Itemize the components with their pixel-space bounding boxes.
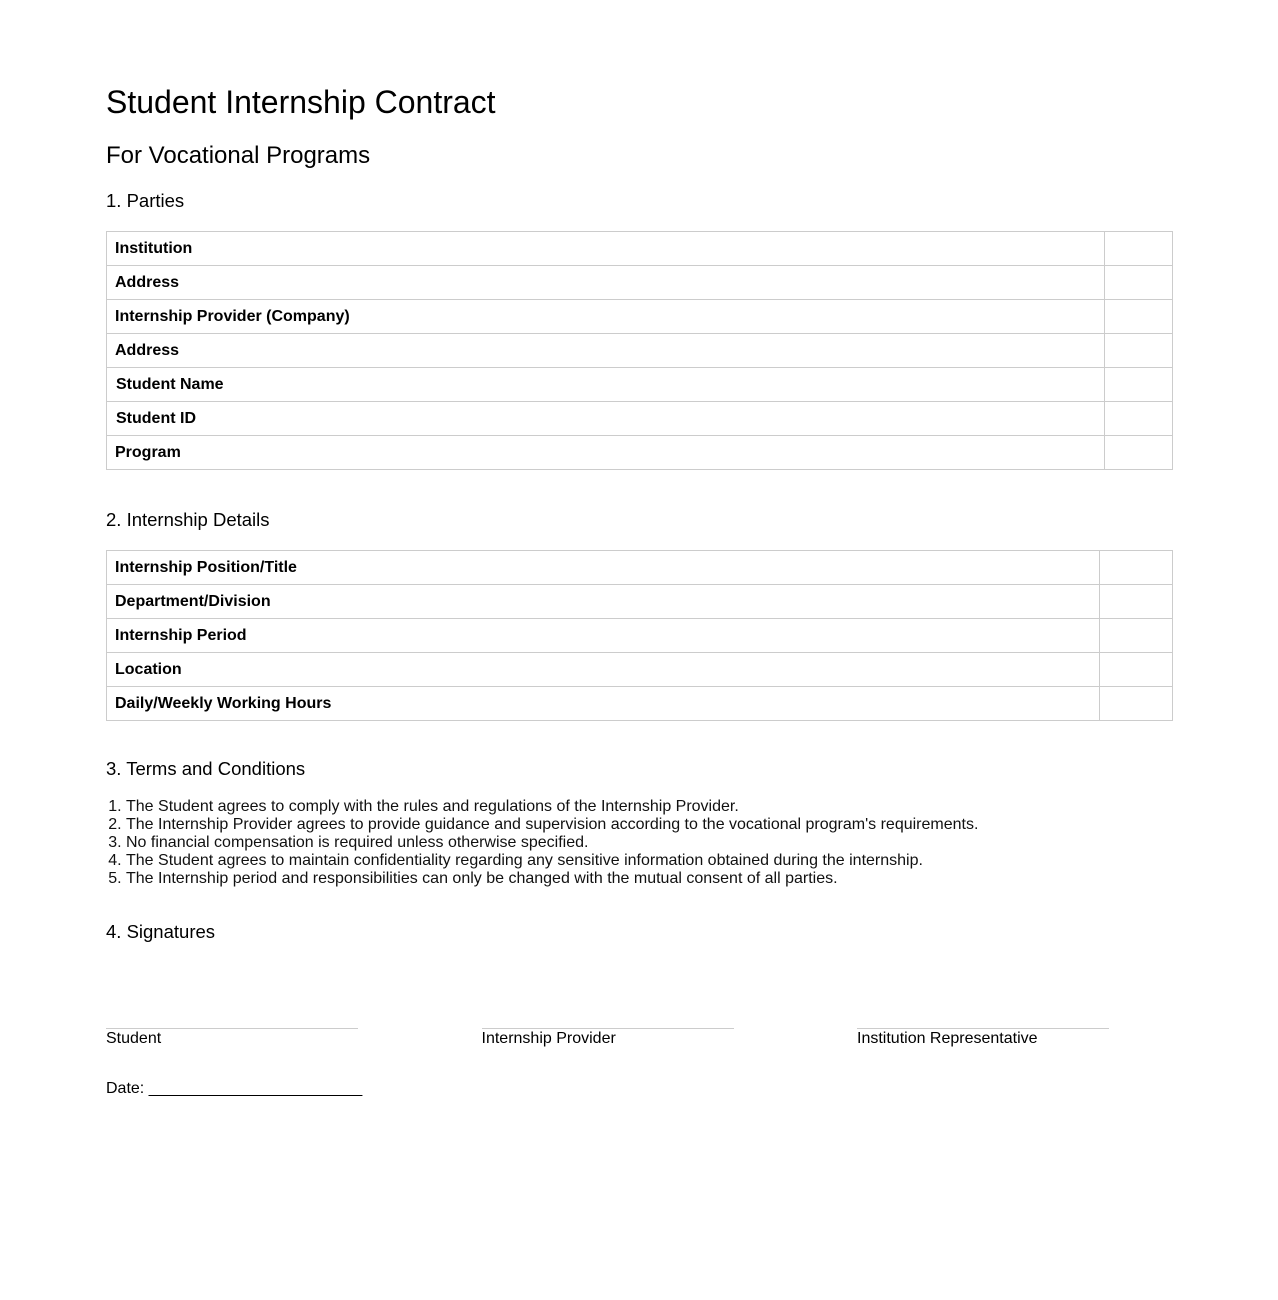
table-row [107, 653, 1173, 687]
table-row [107, 551, 1173, 585]
field-label: Daily/Weekly Working Hours [107, 687, 1100, 721]
field-label: Institution [107, 232, 1105, 266]
section-heading-signatures: 4. Signatures [106, 921, 216, 942]
table-row [107, 368, 1173, 402]
field-label: Internship Position/Title [107, 551, 1100, 585]
date-label: Date: [106, 1080, 149, 1097]
section-heading-details: 2. Internship Details [106, 509, 270, 530]
field-label: Department/Division [107, 585, 1100, 619]
field-label: Internship Period [107, 619, 1100, 653]
signature-block-institution [857, 1028, 1233, 1049]
section-heading-parties: 1. Parties [106, 190, 185, 211]
list-item: 4. The Student agrees to maintain confidentiality regarding any sensitive information obtained during the internship. [126, 852, 978, 870]
field-value[interactable] [1105, 368, 1173, 402]
field-value[interactable] [1105, 300, 1173, 334]
field-value[interactable] [1100, 585, 1173, 619]
signature-label: Student [106, 1030, 162, 1047]
field-value[interactable] [1105, 266, 1173, 300]
parties-table [106, 231, 1173, 470]
list-item: 3. No financial compensation is required unless otherwise specified. [126, 834, 978, 852]
field-label: Address [107, 266, 1105, 300]
field-value[interactable] [1100, 551, 1173, 585]
document-subtitle: For Vocational Programs [106, 142, 371, 169]
table-row [107, 619, 1173, 653]
signature-label: Internship Provider [481, 1030, 616, 1047]
field-label: Internship Provider (Company) [107, 300, 1105, 334]
list-item: 2. The Internship Provider agrees to provide guidance and supervision according to the vocational program's requirements. [126, 816, 978, 834]
signature-block-student [106, 1028, 482, 1049]
table-row [107, 436, 1173, 470]
field-value[interactable] [1105, 436, 1173, 470]
field-value[interactable] [1100, 653, 1173, 687]
terms-list [106, 798, 978, 888]
field-label: Address [107, 334, 1105, 368]
date-blank[interactable]: ________________________ [148, 1080, 363, 1097]
list-item: 1. The Student agrees to comply with the rules and regulations of the Internship Provider. [126, 798, 978, 816]
field-label: Program [107, 436, 1105, 470]
field-value[interactable] [1105, 402, 1173, 436]
field-value[interactable] [1105, 334, 1173, 368]
field-value[interactable] [1105, 232, 1173, 266]
document-title: Student Internship Contract [106, 84, 496, 120]
field-value[interactable] [1100, 687, 1173, 721]
table-row [107, 232, 1173, 266]
section-heading-terms: 3. Terms and Conditions [106, 758, 306, 779]
field-value[interactable] [1100, 619, 1173, 653]
table-row [107, 585, 1173, 619]
table-row [107, 266, 1173, 300]
signature-block-provider [482, 1028, 858, 1049]
field-label: Location [107, 653, 1100, 687]
list-item: 5. The Internship period and responsibilities can only be changed with the mutual consent of all parties. [126, 870, 978, 888]
signature-label: Institution Representative [857, 1030, 1038, 1047]
table-row [107, 334, 1173, 368]
date-field [106, 1079, 362, 1099]
field-label: Student Name [107, 368, 1105, 402]
signature-row [106, 1028, 1234, 1049]
table-row [107, 402, 1173, 436]
table-row [107, 300, 1173, 334]
details-table [106, 550, 1173, 721]
field-label: Student ID [107, 402, 1105, 436]
table-row [107, 687, 1173, 721]
